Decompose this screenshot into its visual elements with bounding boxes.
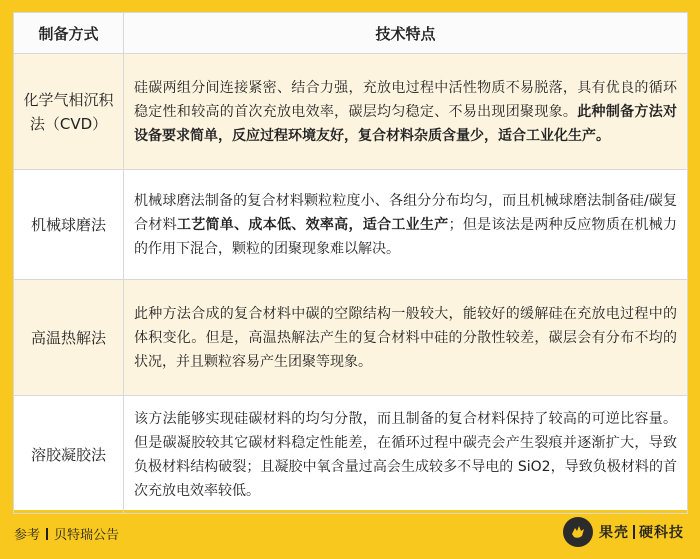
table-row <box>14 54 688 170</box>
header-features: 技术特点 <box>124 13 688 54</box>
table-row <box>14 170 688 280</box>
features-cell <box>124 54 688 170</box>
header-method: 制备方式 <box>14 13 124 54</box>
table-row <box>14 280 688 396</box>
brand-logo <box>563 515 684 549</box>
features-highlight: 工艺简单、成本低、效率高，适合工业生产 <box>176 216 449 233</box>
divider <box>46 528 48 540</box>
brand-divider <box>633 525 635 539</box>
table-header-row <box>14 13 688 54</box>
source-reference <box>14 524 119 543</box>
features-text: ；但是该法是两种反应物质在机械力的作用下混合，颗粒的团聚现象难以解决。 <box>134 216 678 257</box>
method-cell: 溶胶凝胶法 <box>14 396 124 514</box>
features-text: 硅碳两组分间连接紧密、结合力强，充放电过程中活性物质不易脱落，具有优良的循环稳定性和较高的首次充放电效率，碳层均匀稳定、不易出现团聚现象。 <box>134 79 677 120</box>
features-text: 此种方法合成的复合材料中碳的空隙结构一般较大，能较好的缓解硅在充放电过程中的体积变化。但是，高温热解法产生的复合材料中硅的分散性较差，碳层会有分布不均的状况，并且颗粒容易产生团聚等现象。 <box>134 305 677 370</box>
method-cell: 高温热解法 <box>14 280 124 396</box>
reference-source: 贝特瑞公告 <box>54 528 120 543</box>
comparison-table-container <box>13 12 687 510</box>
brand-name-right: 硬科技 <box>639 525 684 541</box>
table-row <box>14 396 688 514</box>
features-cell <box>124 280 688 396</box>
guokr-hand-logo-icon <box>563 517 593 547</box>
features-text: 机械球磨法制备的复合材料颗粒粒度小、各组分分布均匀，而且机械球磨法制备硅/碳复合材料 <box>134 192 677 233</box>
preparation-methods-table <box>13 12 688 514</box>
method-cell: 机械球磨法 <box>14 170 124 280</box>
features-highlight: 此种制备方法对设备要求简单，反应过程环境友好，复合材料杂质含量少，适合工业化生产。 <box>134 103 678 144</box>
features-text: 该方法能够实现硅碳材料的均匀分散，而且制备的复合材料保持了较高的可逆比容量。但是碳凝胶较其它碳材料稳定性能差，在循环过程中碳壳会产生裂痕并逐渐扩大，导致负极材料结构破裂；且凝胶中氧含量过高会生成较多不导电的 SiO2，导致负极材料的首次充放电效率较低。 <box>134 410 677 499</box>
reference-label: 参考 <box>14 528 41 543</box>
method-cell: 化学气相沉积法（CVD） <box>14 54 124 170</box>
features-cell <box>124 396 688 514</box>
brand-name-left: 果壳 <box>599 525 629 541</box>
features-cell <box>124 170 688 280</box>
